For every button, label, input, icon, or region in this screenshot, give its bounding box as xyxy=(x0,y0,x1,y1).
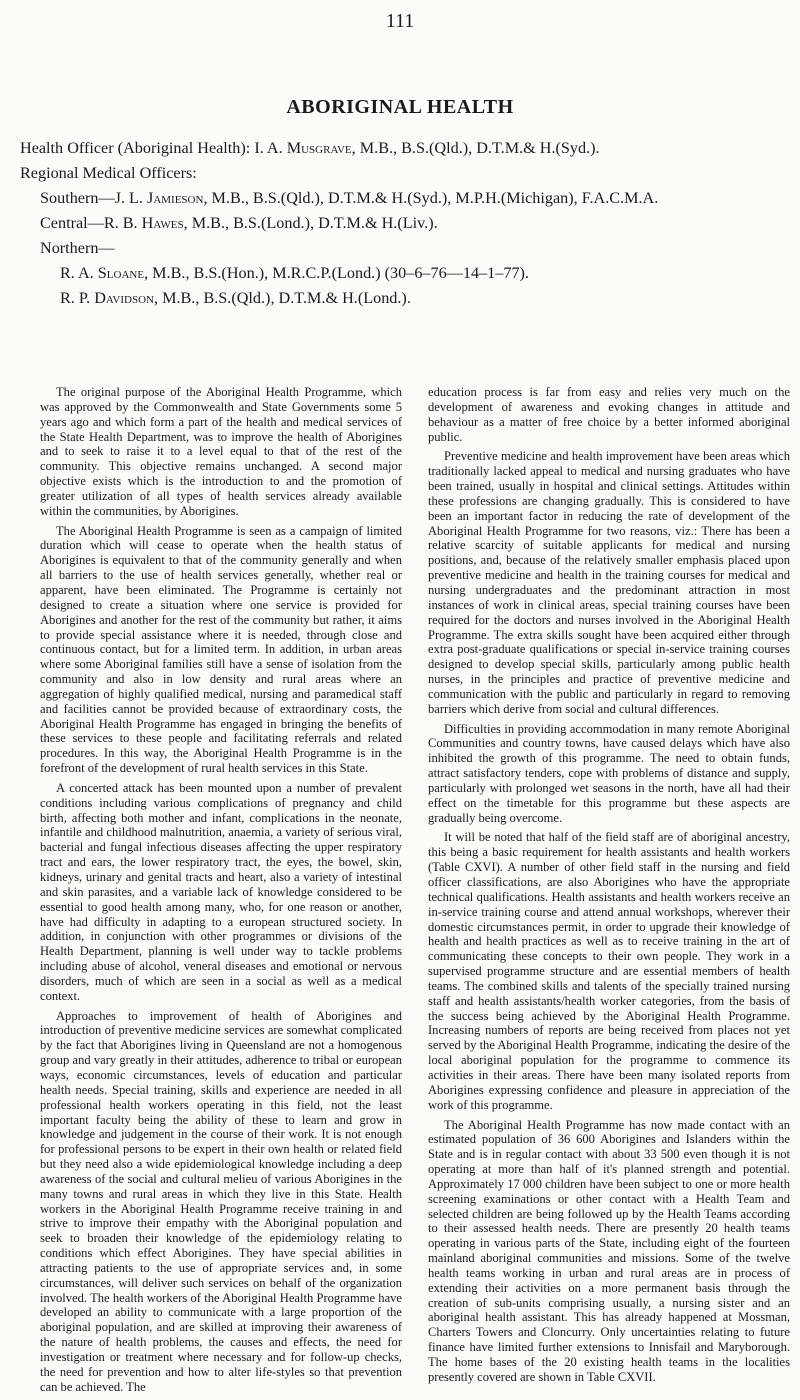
left-column xyxy=(40,385,402,1400)
northern-officer-line-2 xyxy=(20,286,790,311)
health-officer-quals: , M.B., B.S.(Qld.), D.T.M.& H.(Syd.). xyxy=(351,139,600,157)
body-columns xyxy=(40,385,790,1400)
southern-label: Southern— xyxy=(40,189,115,207)
central-quals: , M.B., B.S.(Lond.), D.T.M.& H.(Liv.). xyxy=(183,214,438,232)
page-heading: ABORIGINAL HEALTH xyxy=(286,96,514,118)
page-number: 111 xyxy=(385,10,415,32)
regional-officers-title: Regional Medical Officers: xyxy=(20,164,197,182)
paragraph: It will be noted that half of the field staff are of aboriginal ancestry, this being a basic requirement for health assistants and health workers (Table CXVI). A number of other field staff in the nursing and field officer classifications, are also Aborigines who have the appropriate technical qualifications. Health assistants and health workers receive an in-service training course and attend annual workshops, wherever their domestic circumstances permit, in order to upgrade their knowledge of health and health practices as well as to receive training in the art of communicating these concepts to their own people. They work in a supervised programme structure and are essential members of health teams. The combined skills and talents of the specially trained nursing staff and health assistants/health worker categories, from the basis of the success being achieved by the Aboriginal Health Programme. Increasing numbers of reports are being received from places not yet served by the Aboriginal Health Programme, indicating the desire of the local aboriginal population for the programme to commence its activities in their areas. There have been many isolated reports from Aborigines expressing confidence and pleasure in appreciation of the work of this programme. xyxy=(428,830,791,1112)
central-label: Central— xyxy=(40,214,104,232)
health-officer-name: I. A. Musgrave xyxy=(254,139,352,157)
northern-label: Northern— xyxy=(40,239,115,257)
northern-quals-2: , M.B., B.S.(Qld.), D.T.M.& H.(Lond.). xyxy=(153,289,411,307)
paragraph: Approaches to improvement of health of Aborigines and introduction of preventive medicine services are somewhat complicated by the fact that Aborigines living in Queensland are not a homogenous group and vary greatly in their attitudes, adherence to tribal or european ways, economic circumstances, levels of education and particular health needs. Special training, skills and experience are needed in all professional health workers operating in this field, not the least important faculty being the ability of these to learn and grow in knowledge and judgement in the course of their work. It is not enough for professional persons to be expert in their own health or related field but they need also a wide epidemiological knowledge including a deep awareness of the social and cultural melieu of various Aborigines in the many towns and rural areas in which they live in this State. Health workers in the Aboriginal Health Programme receive training in and strive to improve their empathy with the Aboriginal population and seek to broaden their knowledge of the epidemiology relating to conditions which effect Aborigines. They have special abilities in attracting patients to the use of appropriate services and, in some circumstances, will deliver such services on behalf of the organization involved. The health workers of the Aboriginal Health Programme have developed an ability to communicate with a large proportion of the aboriginal population, and are skilled at improving their awareness of the nature of health problems, the causes and effects, the need for investigation or treatment where necessary and for follow-up checks, the need for prevention and how to alter life-styles so that prevention can be achieved. The xyxy=(40,1008,402,1394)
southern-name: J. L. Jamieson xyxy=(114,189,204,207)
southern-officer-line xyxy=(20,186,790,211)
northern-quals-1: , M.B., B.S.(Hon.), M.R.C.P.(Lond.) (30–6–76—14–1–77). xyxy=(144,264,529,282)
paragraph: The Aboriginal Health Programme has now made contact with an estimated population of 36 600 Aborigines and Islanders within the State and is in regular contact with about 33 500 even though it is not operating at more than half of it's planned strength and potential. Approximately 17 000 children have been subject to one or more health screening examinations or other contact with a Health Team and selected children are being followed up by the Health Teams according to their assessed health needs. There are presently 20 health teams operating in various parts of the State, including eight of the fourteen mainland aboriginal communities and missions. Some of the twelve health teams working in urban and rural areas are in process of extending their activities on a more permanent basis through the creation of sub-units comprising usually, a nursing sister and an aboriginal health assistant. This has already happened at Mossman, Charters Towers and Cloncurry. Only uncertainties relating to future finance have limited further extensions to Innisfail and Maryborough. The home bases of the 20 existing health teams in the localities presently covered are shown in Table CXVII. xyxy=(428,1117,790,1384)
paragraph: The original purpose of the Aboriginal Health Programme, which was approved by the Commonwealth and State Governments some 5 years ago and which form a part of the health and medical services of the State Health Department, was to improve the health of Aborigines and to seek to raise it to a level equal to that of the rest of the community. This objective remains unchanged. A second major objective exists which is the introduction to and the promotion of greater utilization of all types of health services already available within the communities, by Aborigines. xyxy=(40,385,402,518)
paragraph: Difficulties in providing accommodation in many remote Aboriginal Communities and country towns, have caused delays which have also inhibited the growth of this programme. The need to obtain funds, attract satisfactory tenders, cope with problems of distance and supply, particularly with prolonged wet seasons in the north, have all had their effect on the timetable for this programme but these aspects are gradually being overcome. xyxy=(428,721,790,825)
paragraph: The Aboriginal Health Programme is seen as a campaign of limited duration which will cease to operate when the health status of Aborigines is equivalent to that of the community generally and when all barriers to the use of health services generally, whether real or apparent, have been eliminated. The Programme is certainly not designed to create a situation where one service is provided for Aborigines and another for the rest of the community but rather, it aims to provide special assistance where it is needed, through close and continuous contact, but for a limited term. In addition, in urban areas where some Aboriginal families still have a sense of isolation from the community and also in low density and rural areas where an aggregation of highly qualified medical, nursing and paramedical staff and facilities cannot be provided because of extraordinary costs, the Aboriginal Health Programme has engaged in bringing the benefits of these services to these people and facilitating referrals and related procedures. In this way, the Aboriginal Health Programme is in the forefront of the development of rural health services in this State. xyxy=(40,523,402,776)
right-column xyxy=(428,385,790,1400)
northern-name-1: R. A. Sloane xyxy=(60,264,145,282)
paragraph: A concerted attack has been mounted upon a number of prevalent conditions including various complications of pregnancy and child birth, affecting both mother and infant, complications in the neonate, infantile and childhood malnutrition, anaemia, a variety of serious viral, bacterial and fungal infectious diseases affecting the upper respiratory tract and ears, the lower respiratory tract, the eyes, the bowel, skin, kidneys, urinary and genital tracts and heart, also a variety of intestinal and skin parasites, and a variable lack of knowledge considered to be essential to good health among many, who, for one reason or another, have had difficulty in adapting to a european structured society. In addition, in conjunction with other programmes or divisions of the Health Department, planning is well under way to tackle problems including abuse of alcohol, veneral diseases and emotional or nervous disorders, much of which are seen in a social as well as a medical context. xyxy=(40,780,402,1003)
southern-quals: , M.B., B.S.(Qld.), D.T.M.& H.(Syd.), M.P.H.(Michigan), F.A.C.M.A. xyxy=(203,189,659,207)
health-officer-role: Health Officer (Aboriginal Health): xyxy=(20,139,255,157)
northern-officer-line-1 xyxy=(20,261,790,286)
health-officer-line xyxy=(20,136,790,161)
staff-list xyxy=(20,136,790,311)
central-name: R. B. Hawes xyxy=(103,214,184,232)
paragraph: education process is far from easy and relies very much on the development of awareness and evoking changes in attitude and behaviour as a matter of free choice by a better informed aboriginal public. xyxy=(428,385,790,444)
northern-name-2: R. P. Davidson xyxy=(60,289,154,307)
central-officer-line xyxy=(20,211,790,236)
paragraph: Preventive medicine and health improvement have been areas which traditionally lacked appeal to medical and nursing graduates who have been trained, usually in hospital and clinical settings. Attitudes within these professions are changing gradually. This is considered to have been an important factor in reducing the rate of development of the Aboriginal Health Programme for two reasons, viz.: There has been a relative scarcity of suitable applicants for medical and nursing positions, and, because of the relatively smaller emphasis placed upon preventive medicine and health in the training courses for medical and nursing undergraduates and the predominant attraction in most instances of work in clinical areas, special training courses have been required for the doctors and nurses involved in the Aboriginal Health Programme. The extra skills sought have been acquired either through extra post-graduate qualifications or special in-service training courses designed to develop special skills, particularly among public health nurses, in the principles and practice of preventive medicine and communication with the public and particularly in regard to removing barriers which derive from social and cultural differences. xyxy=(428,449,790,716)
